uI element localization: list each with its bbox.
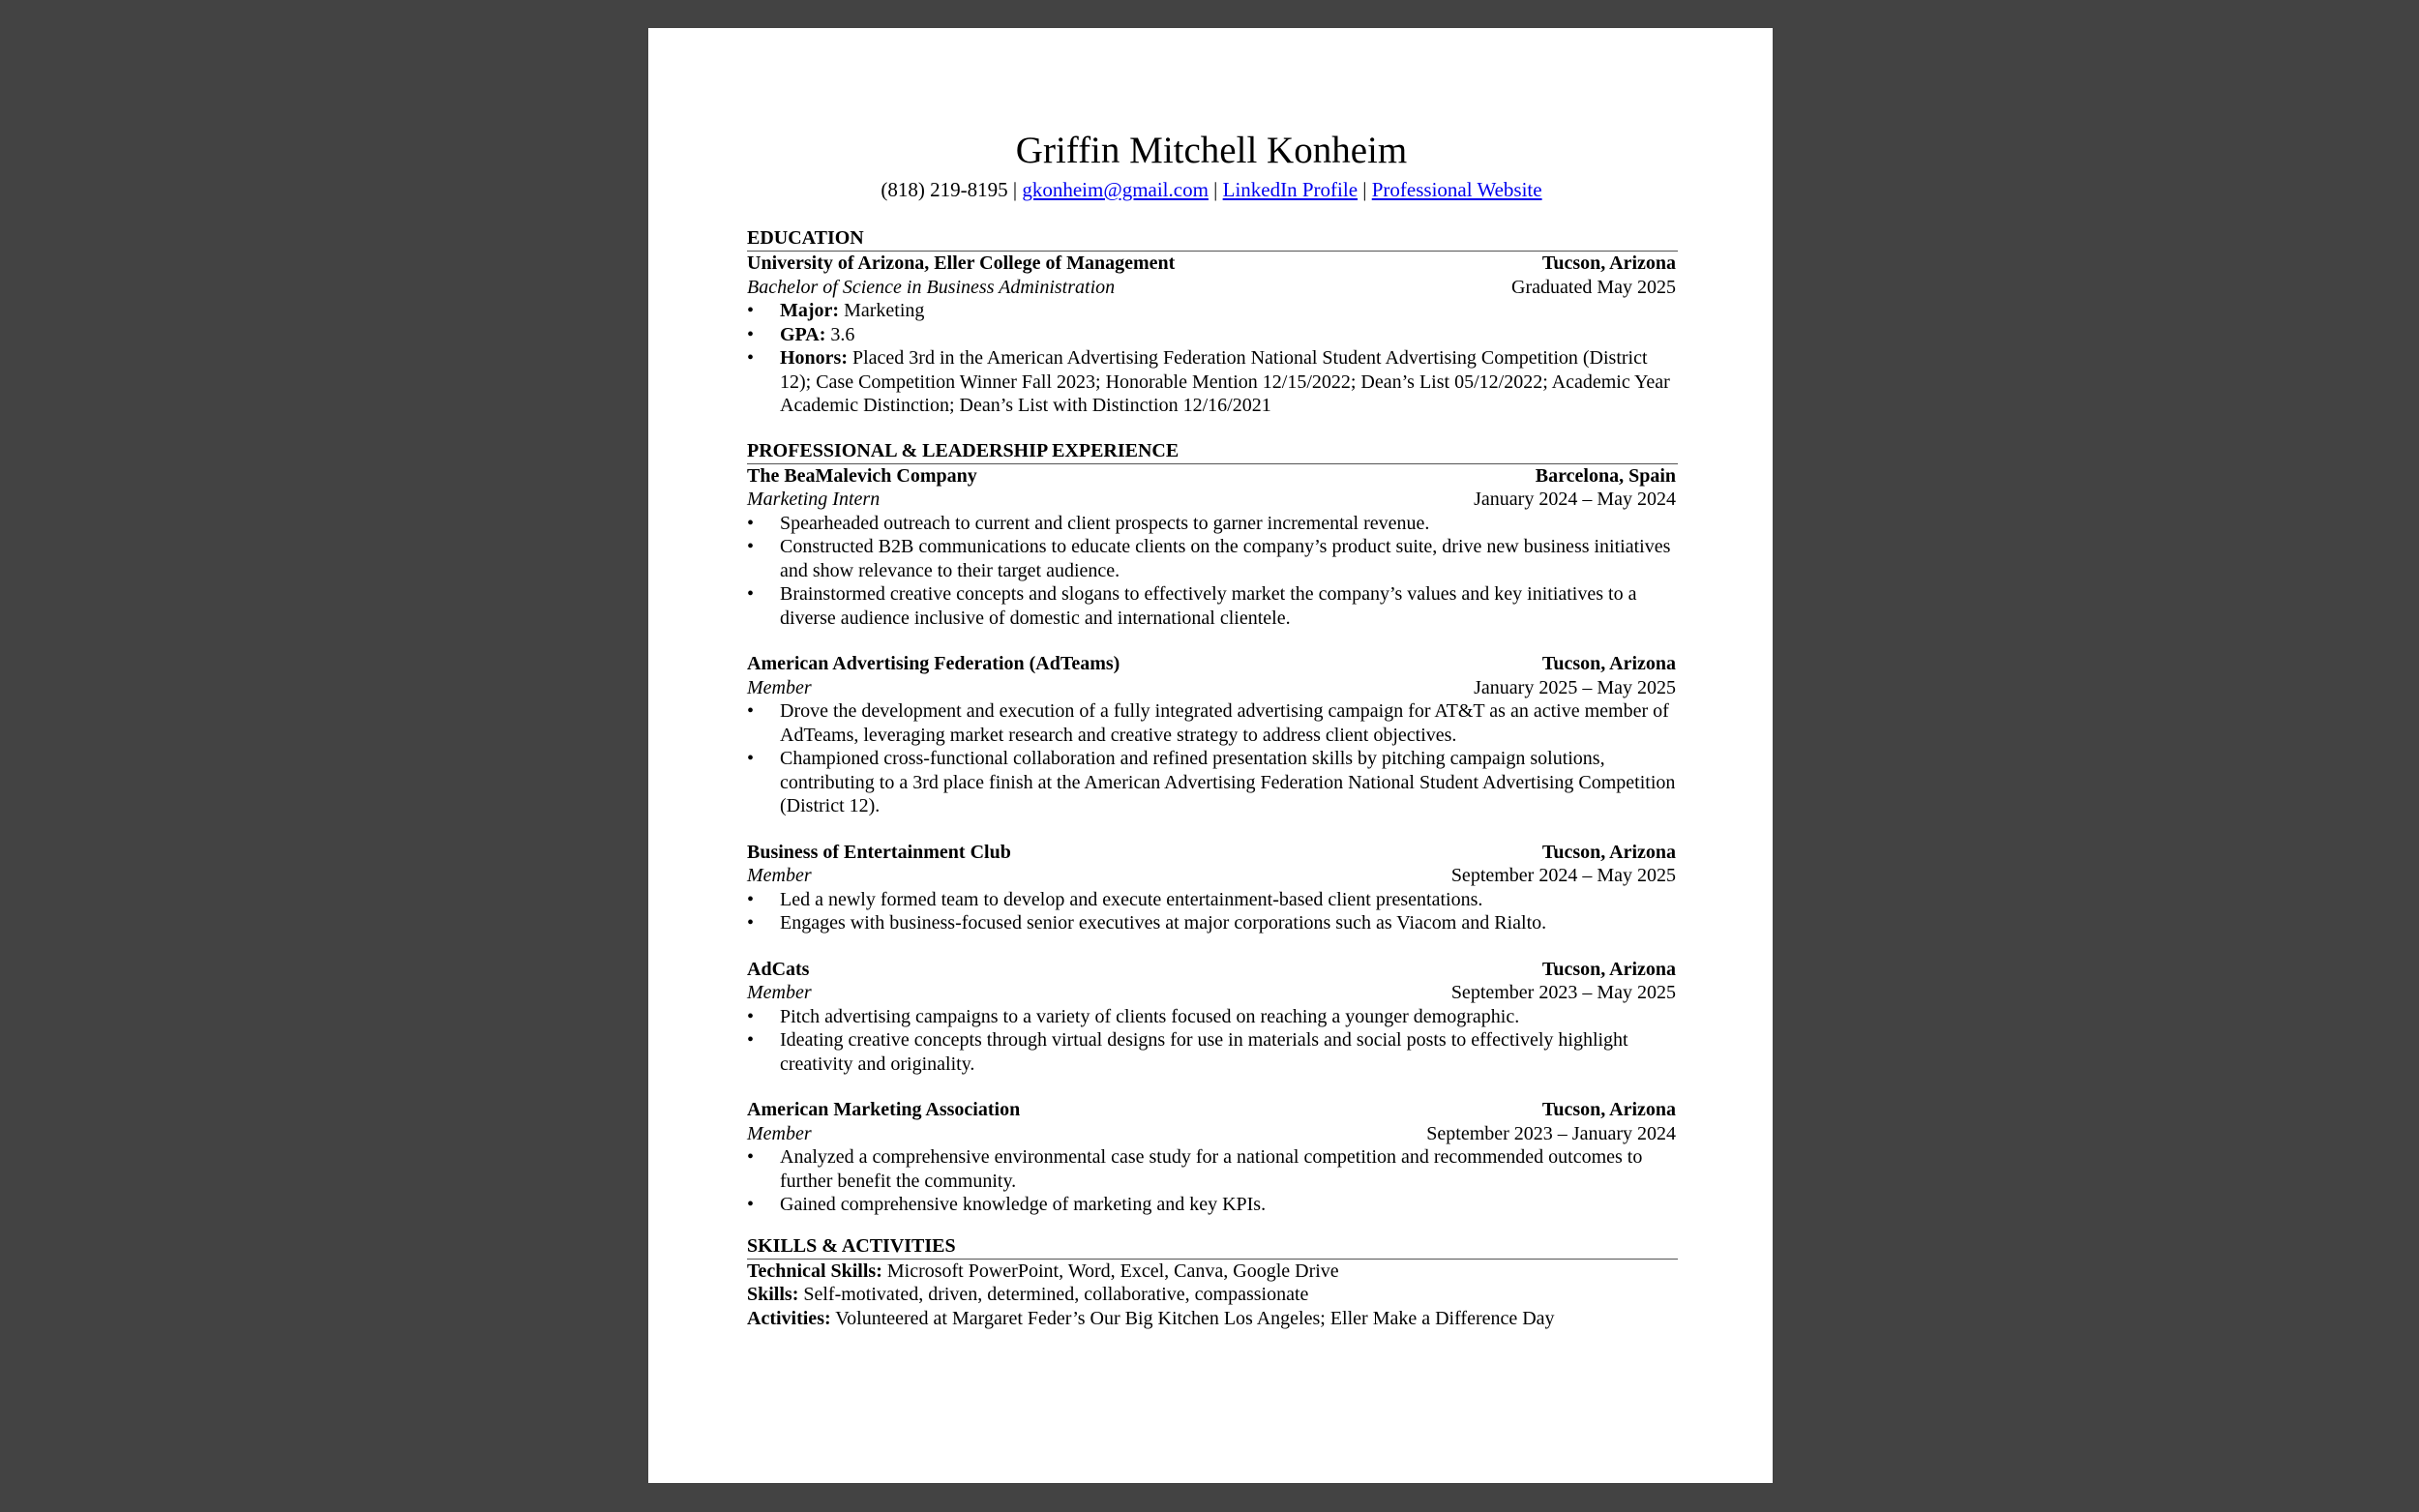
list-item bbox=[747, 299, 1676, 323]
job-date: January 2025 – May 2025 bbox=[1474, 676, 1676, 698]
job-role-row bbox=[747, 488, 1676, 512]
list-item: • Pitch advertising campaigns to a variety of clients focused on reaching a younger demographic. bbox=[747, 1005, 1676, 1029]
separator: | bbox=[1213, 178, 1218, 201]
job-role-row bbox=[747, 981, 1676, 1005]
job-role: Member bbox=[747, 982, 812, 1003]
job-org: The BeaMalevich Company bbox=[747, 464, 977, 487]
skills-label: Skills: bbox=[747, 1284, 799, 1305]
job-role: Member bbox=[747, 1122, 812, 1144]
degree: Bachelor of Science in Business Administration bbox=[747, 276, 1116, 298]
job-date: January 2024 – May 2024 bbox=[1474, 489, 1676, 510]
job-bullets bbox=[747, 1145, 1676, 1217]
job-role-row bbox=[747, 676, 1676, 700]
job-location: Tucson, Arizona bbox=[1541, 958, 1676, 980]
list-item: • Constructed B2B communications to educate clients on the company’s product suite, drive new business initiatives and show relevance to their target audience. bbox=[747, 535, 1676, 582]
separator: | bbox=[1012, 178, 1018, 201]
list-item bbox=[747, 323, 1676, 347]
skills-line bbox=[747, 1260, 1676, 1284]
list-item: • Spearheaded outreach to current and client prospects to garner incremental revenue. bbox=[747, 512, 1676, 536]
job-role: Member bbox=[747, 676, 812, 698]
job-org-row bbox=[747, 841, 1676, 865]
job-date: September 2023 – May 2025 bbox=[1450, 982, 1676, 1003]
skills-text: Volunteered at Margaret Feder’s Our Big Kitchen Los Angeles; Eller Make a Difference Day bbox=[830, 1307, 1555, 1329]
job-org-row bbox=[747, 464, 1676, 489]
item-label: Major: bbox=[780, 300, 840, 321]
item-label: Honors: bbox=[780, 347, 848, 369]
job-location: Tucson, Arizona bbox=[1541, 653, 1676, 674]
job-org-row bbox=[747, 958, 1676, 982]
document-page bbox=[648, 28, 1773, 1483]
skills-heading: SKILLS & ACTIVITIES bbox=[747, 1235, 1678, 1260]
job-org: American Marketing Association bbox=[747, 1099, 1021, 1120]
skills-label: Activities: bbox=[747, 1307, 831, 1329]
job-org: American Advertising Federation (AdTeams) bbox=[747, 653, 1120, 674]
email-link[interactable]: gkonheim@gmail.com bbox=[1022, 178, 1209, 201]
job-org: Business of Entertainment Club bbox=[747, 841, 1011, 863]
job-role: Member bbox=[747, 865, 812, 886]
job-date: September 2023 – January 2024 bbox=[1426, 1122, 1676, 1144]
job-location: Barcelona, Spain bbox=[1535, 464, 1676, 487]
phone-number: (818) 219-8195 bbox=[881, 178, 1008, 201]
education-degree-row bbox=[747, 276, 1676, 300]
job-role: Marketing Intern bbox=[747, 489, 881, 510]
education-list bbox=[747, 299, 1676, 418]
job-date: September 2024 – May 2025 bbox=[1450, 865, 1676, 886]
skills-line bbox=[747, 1307, 1676, 1331]
job-location: Tucson, Arizona bbox=[1541, 841, 1676, 863]
item-text: Marketing bbox=[839, 300, 925, 321]
job-location: Tucson, Arizona bbox=[1541, 1099, 1676, 1120]
job-org: AdCats bbox=[747, 958, 810, 980]
resume-content bbox=[747, 125, 1676, 1330]
list-item: • Ideating creative concepts through virtual designs for use in materials and social posts to effectively highlight creativity and originality. bbox=[747, 1028, 1676, 1076]
list-item: • Analyzed a comprehensive environmental case study for a national competition and recommended outcomes to further benefit the community. bbox=[747, 1145, 1676, 1193]
list-item: • Brainstormed creative concepts and slogans to effectively market the company’s values and key initiatives to a diverse audience inclusive of domestic and international clientele. bbox=[747, 582, 1676, 630]
job-bullets bbox=[747, 699, 1676, 818]
list-item bbox=[747, 346, 1676, 418]
school-location: Tucson, Arizona bbox=[1541, 252, 1676, 274]
item-label: GPA: bbox=[780, 323, 826, 345]
job-bullets bbox=[747, 888, 1676, 935]
separator: | bbox=[1362, 178, 1367, 201]
school-name: University of Arizona, Eller College of Management bbox=[747, 252, 1176, 274]
list-item: • Championed cross-functional collaboration and refined presentation skills by pitching campaign solutions, contributing to a 3rd place finish at the American Advertising Federation National Student Advertising Competition (District 12). bbox=[747, 747, 1676, 818]
skills-line bbox=[747, 1283, 1676, 1307]
skills-label: Technical Skills: bbox=[747, 1260, 882, 1282]
resume-name: Griffin Mitchell Konheim bbox=[1015, 130, 1408, 171]
experience-heading: PROFESSIONAL & LEADERSHIP EXPERIENCE bbox=[747, 440, 1678, 464]
education-heading: EDUCATION bbox=[747, 227, 1678, 252]
item-text: 3.6 bbox=[825, 323, 855, 345]
job-bullets bbox=[747, 512, 1676, 631]
list-item: • Engages with business-focused senior executives at major corporations such as Viacom and Rialto. bbox=[747, 911, 1676, 935]
job-bullets bbox=[747, 1005, 1676, 1077]
graduation-date: Graduated May 2025 bbox=[1511, 276, 1676, 298]
skills-text: Microsoft PowerPoint, Word, Excel, Canva, Google Drive bbox=[881, 1260, 1339, 1282]
job-role-row bbox=[747, 864, 1676, 888]
item-text: Placed 3rd in the American Advertising Federation National Student Advertising Competition (District 12); Case Competition Winner Fall 2023; Honorable Mention 12/15/2022; Dean’s List 05/12/2022; Academic Year Academic Distinction; Dean’s List with Distinction 12/16/2021 bbox=[780, 347, 1670, 416]
skills-text: Self-motivated, driven, determined, collaborative, compassionate bbox=[798, 1284, 1309, 1305]
education-school-row bbox=[747, 252, 1676, 276]
job-org-row bbox=[747, 1098, 1676, 1122]
linkedin-link[interactable]: LinkedIn Profile bbox=[1222, 178, 1359, 201]
job-role-row bbox=[747, 1122, 1676, 1146]
job-org-row bbox=[747, 652, 1676, 676]
list-item: • Drove the development and execution of a fully integrated advertising campaign for AT&T as an active member of AdTeams, leveraging market research and creative strategy to address client objectives. bbox=[747, 699, 1676, 747]
website-link[interactable]: Professional Website bbox=[1371, 178, 1542, 201]
list-item: • Led a newly formed team to develop and execute entertainment-based client presentations. bbox=[747, 888, 1676, 912]
contact-line bbox=[747, 177, 1676, 202]
list-item: • Gained comprehensive knowledge of marketing and key KPIs. bbox=[747, 1193, 1676, 1217]
